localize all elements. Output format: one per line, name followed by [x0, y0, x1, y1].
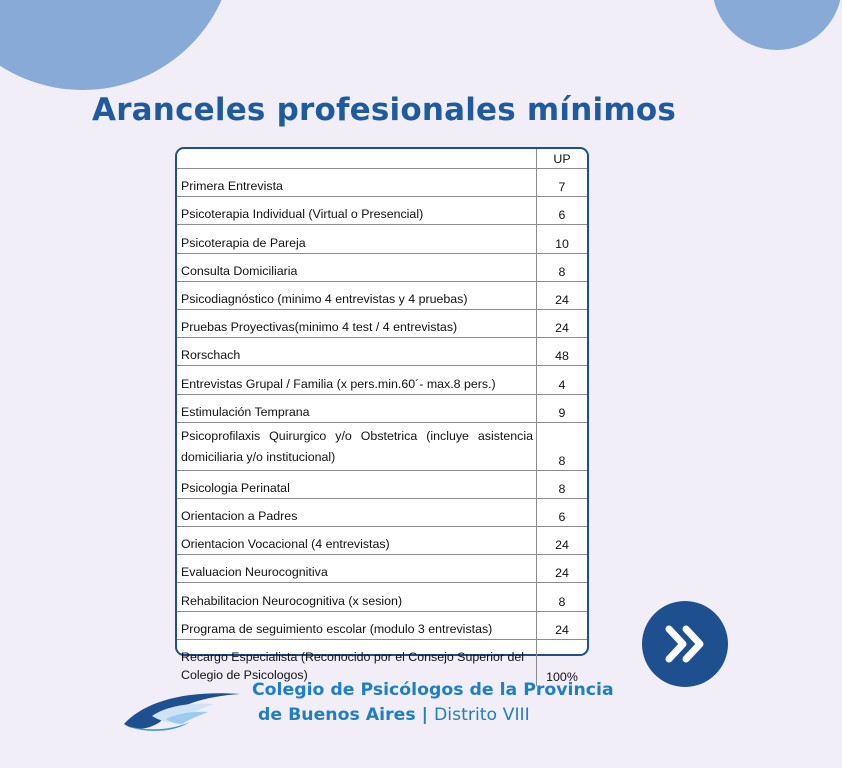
row-value: 10 [537, 225, 588, 253]
row-value: 8 [537, 583, 588, 611]
row-description: Orientacion a Padres [177, 498, 537, 526]
row-description: Psicoterapia de Pareja [177, 225, 537, 253]
table-row [177, 470, 587, 498]
table-row [177, 309, 587, 337]
row-value: 8 [537, 470, 588, 498]
org-name-line2-wrap [252, 703, 614, 728]
fees-table-card [175, 147, 589, 684]
table-row [177, 253, 587, 281]
row-value: 100% [537, 639, 588, 686]
organization-name [252, 678, 614, 728]
row-description: Rorschach [177, 338, 537, 366]
row-description: Evaluacion Neurocognitiva [177, 555, 537, 583]
org-name-line1: Colegio de Psicólogos de la Provincia [252, 680, 614, 700]
table-row [177, 422, 587, 470]
row-value: 24 [537, 555, 588, 583]
row-description: Psicoterapia Individual (Virtual o Presencial) [177, 197, 537, 225]
table-row [177, 281, 587, 309]
row-value: 24 [537, 281, 588, 309]
row-description: Rehabilitacion Neurocognitiva (x sesion) [177, 583, 537, 611]
row-description: Programa de seguimiento escolar (modulo 3 entrevistas) [177, 611, 537, 639]
colegio-logo-icon [122, 686, 242, 734]
table-row [177, 338, 587, 366]
row-value: 6 [537, 498, 588, 526]
table-row [177, 583, 587, 611]
org-separator: | [421, 705, 428, 725]
row-description: Psicologia Perinatal [177, 470, 537, 498]
page-title: Aranceles profesionales mínimos [92, 92, 676, 128]
row-description: Recargo Especialista (Reconocido por el Consejo Superior del Colegio de Psicologos) [177, 639, 537, 686]
row-description: Psicodiagnóstico (minimo 4 entrevistas y 4 pruebas) [177, 281, 537, 309]
table-row [177, 197, 587, 225]
row-description: Consulta Domiciliaria [177, 253, 537, 281]
row-value: 24 [537, 527, 588, 555]
table-row [177, 527, 587, 555]
row-description: Entrevistas Grupal / Familia (x pers.min.60´- max.8 pers.) [177, 366, 537, 394]
row-description: Pruebas Proyectivas(minimo 4 test / 4 entrevistas) [177, 309, 537, 337]
row-value: 9 [537, 394, 588, 422]
table-row [177, 225, 587, 253]
row-description: Primera Entrevista [177, 169, 537, 197]
table-row [177, 169, 587, 197]
row-description: Orientacion Vocacional (4 entrevistas) [177, 527, 537, 555]
row-description: Estimulación Temprana [177, 394, 537, 422]
row-value: 8 [537, 422, 588, 470]
table-header-row [177, 149, 587, 169]
row-description: Psicoprofilaxis Quirurgico y/o Obstetrica (incluye asistencia domiciliaria y/o institucional) [177, 422, 537, 470]
row-value: 6 [537, 197, 588, 225]
table-row [177, 611, 587, 639]
table-row [177, 555, 587, 583]
table-row [177, 366, 587, 394]
decorative-circle-top-left [0, 0, 235, 90]
double-chevron-right-icon [660, 622, 710, 666]
district-label: Distrito VIII [433, 705, 530, 725]
decorative-circle-top-right [712, 0, 842, 50]
row-value: 48 [537, 338, 588, 366]
row-value: 4 [537, 366, 588, 394]
row-value: 7 [537, 169, 588, 197]
table-row [177, 498, 587, 526]
org-name-line2: de Buenos Aires [258, 705, 416, 725]
table-row [177, 394, 587, 422]
header-unit-cell: UP [537, 149, 588, 169]
row-value: 24 [537, 611, 588, 639]
header-description-cell [177, 149, 537, 169]
row-value: 8 [537, 253, 588, 281]
fees-table [177, 149, 587, 686]
row-value: 24 [537, 309, 588, 337]
next-slide-button[interactable] [642, 601, 728, 687]
